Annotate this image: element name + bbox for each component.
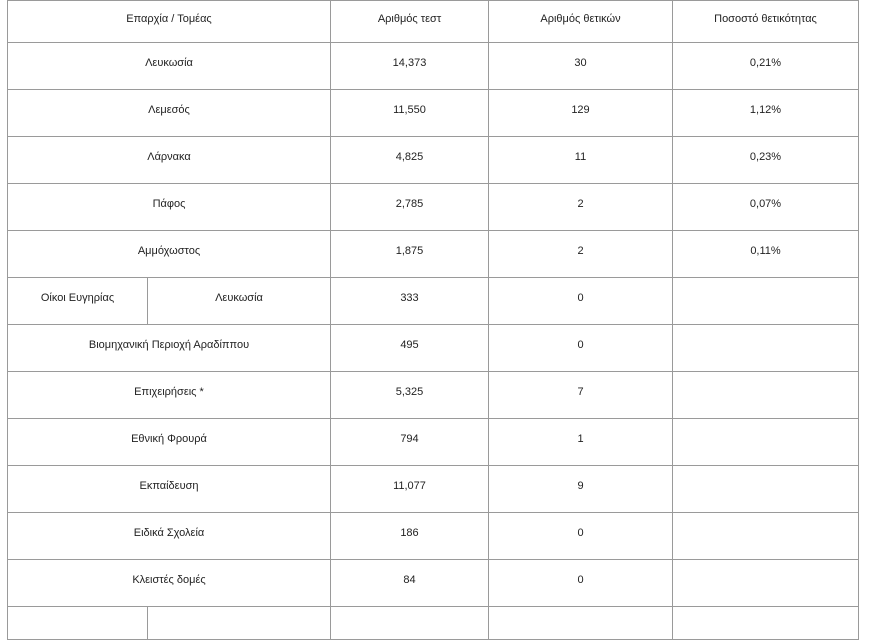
table-row bbox=[8, 560, 859, 607]
rate-value: 0,11% bbox=[673, 231, 859, 278]
rate-value: 0,07% bbox=[673, 184, 859, 231]
table-row bbox=[8, 419, 859, 466]
table-header-row bbox=[8, 1, 859, 43]
region-label: Αμμόχωστος bbox=[8, 231, 331, 278]
region-label: Πάφος bbox=[8, 184, 331, 231]
rate-value bbox=[673, 325, 859, 372]
rate-value: 1,12% bbox=[673, 90, 859, 137]
table-row bbox=[8, 372, 859, 419]
tests-value: 4,825 bbox=[331, 137, 489, 184]
table-row bbox=[8, 90, 859, 137]
sector-label: Οίκοι Ευγηρίας bbox=[8, 278, 148, 325]
tests-value: 794 bbox=[331, 419, 489, 466]
region-label: Λεμεσός bbox=[8, 90, 331, 137]
sector-label: Ειδικά Σχολεία bbox=[8, 513, 331, 560]
table-row bbox=[8, 325, 859, 372]
rate-value bbox=[673, 372, 859, 419]
tests-value: 11,077 bbox=[331, 466, 489, 513]
rate-value bbox=[673, 278, 859, 325]
tests-value: 333 bbox=[331, 278, 489, 325]
header-positives: Αριθμός θετικών bbox=[489, 1, 673, 43]
positives-value: 0 bbox=[489, 278, 673, 325]
sector-label: Εθνική Φρουρά bbox=[8, 419, 331, 466]
empty-cell bbox=[489, 607, 673, 640]
region-label: Λευκωσία bbox=[8, 43, 331, 90]
sector-sublabel: Λευκωσία bbox=[148, 278, 331, 325]
positives-value: 0 bbox=[489, 560, 673, 607]
positives-value: 11 bbox=[489, 137, 673, 184]
tests-value: 1,875 bbox=[331, 231, 489, 278]
rate-value bbox=[673, 466, 859, 513]
positives-value: 1 bbox=[489, 419, 673, 466]
rate-value bbox=[673, 513, 859, 560]
sector-label: Επιχειρήσεις * bbox=[8, 372, 331, 419]
table-row bbox=[8, 43, 859, 90]
sector-label: Βιομηχανική Περιοχή Αραδίππου bbox=[8, 325, 331, 372]
results-table-container bbox=[7, 0, 859, 640]
positives-value: 2 bbox=[489, 231, 673, 278]
empty-cell bbox=[8, 607, 148, 640]
header-tests: Αριθμός τεστ bbox=[331, 1, 489, 43]
positives-value: 2 bbox=[489, 184, 673, 231]
table-row bbox=[8, 466, 859, 513]
tests-value: 5,325 bbox=[331, 372, 489, 419]
tests-value: 14,373 bbox=[331, 43, 489, 90]
tests-value: 11,550 bbox=[331, 90, 489, 137]
table-row bbox=[8, 184, 859, 231]
header-rate: Ποσοστό θετικότητας bbox=[673, 1, 859, 43]
header-region: Επαρχία / Τομέας bbox=[8, 1, 331, 43]
rate-value bbox=[673, 560, 859, 607]
table-row-split bbox=[8, 278, 859, 325]
positives-value: 9 bbox=[489, 466, 673, 513]
tests-value: 84 bbox=[331, 560, 489, 607]
empty-cell bbox=[673, 607, 859, 640]
empty-cell bbox=[148, 607, 331, 640]
results-table bbox=[7, 0, 859, 640]
table-row-empty bbox=[8, 607, 859, 640]
positives-value: 129 bbox=[489, 90, 673, 137]
tests-value: 2,785 bbox=[331, 184, 489, 231]
rate-value bbox=[673, 419, 859, 466]
rate-value: 0,23% bbox=[673, 137, 859, 184]
positives-value: 0 bbox=[489, 513, 673, 560]
positives-value: 30 bbox=[489, 43, 673, 90]
empty-cell bbox=[331, 607, 489, 640]
table-row bbox=[8, 231, 859, 278]
tests-value: 186 bbox=[331, 513, 489, 560]
sector-label: Εκπαίδευση bbox=[8, 466, 331, 513]
rate-value: 0,21% bbox=[673, 43, 859, 90]
positives-value: 0 bbox=[489, 325, 673, 372]
table-row bbox=[8, 513, 859, 560]
tests-value: 495 bbox=[331, 325, 489, 372]
region-label: Λάρνακα bbox=[8, 137, 331, 184]
table-row bbox=[8, 137, 859, 184]
positives-value: 7 bbox=[489, 372, 673, 419]
sector-label: Κλειστές δομές bbox=[8, 560, 331, 607]
